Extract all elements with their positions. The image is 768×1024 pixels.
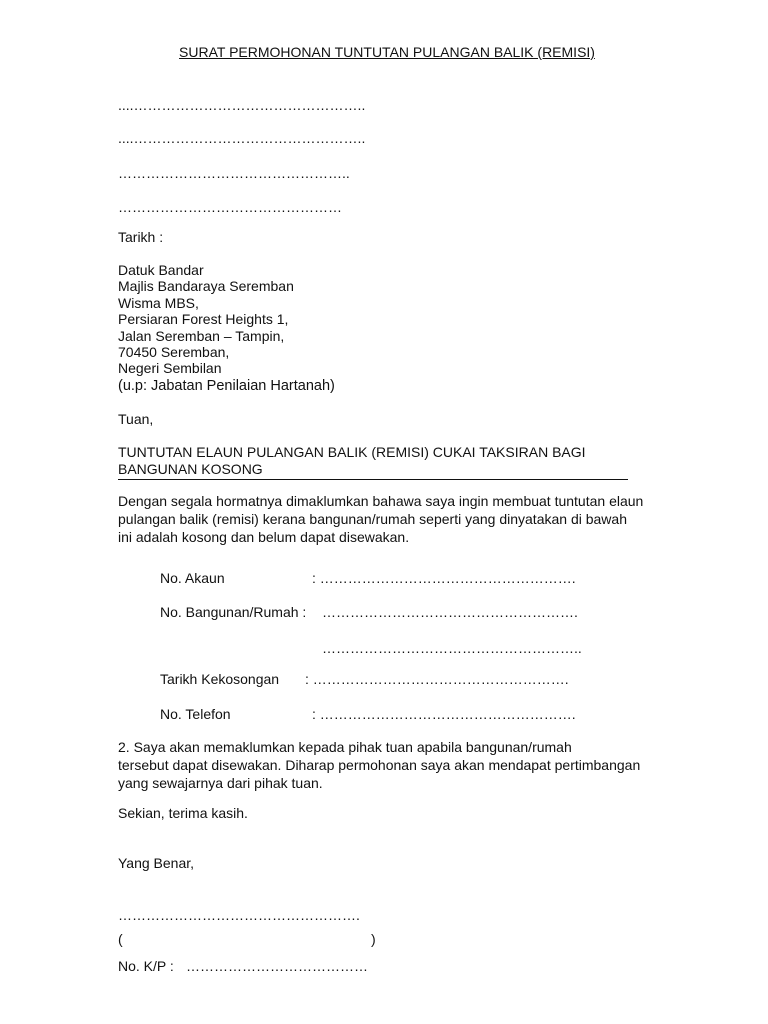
signature-line: ……………………………………………. bbox=[118, 907, 360, 923]
intro-line: ini adalah kosong dan belum dapat disewakan. bbox=[118, 529, 410, 545]
para2-line: tersebut dapat disewakan. Diharap permohonan saya akan mendapat pertimbangan bbox=[118, 757, 641, 773]
vacancy-date-value: : ………………………………………………. bbox=[305, 671, 569, 687]
para2-line: yang sewajarnya dari pihak tuan. bbox=[118, 775, 323, 791]
recipient-line: Negeri Sembilan bbox=[118, 360, 222, 377]
closing-text: Sekian, terima kasih. bbox=[118, 805, 248, 821]
sender-line-2: ....………………………………………….. bbox=[118, 130, 366, 146]
account-value: : ………………………………………………. bbox=[312, 570, 576, 586]
sender-line-4: ………………………………………… bbox=[118, 199, 342, 215]
building-value-continued: ……………………………………………….. bbox=[322, 640, 582, 656]
ic-value: ………………………………… bbox=[186, 958, 368, 974]
recipient-line-attention: (u.p: Jabatan Penilaian Hartanah) bbox=[118, 377, 335, 394]
subject-line-2: BANGUNAN KOSONG bbox=[118, 461, 263, 477]
paragraph-2 bbox=[118, 738, 653, 792]
recipient-address bbox=[118, 262, 335, 395]
ic-label: No. K/P : bbox=[118, 958, 174, 974]
subject-line-1: TUNTUTAN ELAUN PULANGAN BALIK (REMISI) CUKAI TAKSIRAN BAGI bbox=[118, 444, 586, 460]
letter-title: SURAT PERMOHONAN TUNTUTAN PULANGAN BALIK (REMISI) bbox=[179, 44, 595, 60]
recipient-line: Datuk Bandar bbox=[118, 262, 204, 278]
building-value: ………………………………………………. bbox=[322, 604, 578, 620]
building-label: No. Bangunan/Rumah : bbox=[160, 604, 307, 620]
intro-line: Dengan segala hormatnya dimaklumkan bahawa saya ingin membuat tuntutan elaun bbox=[118, 493, 644, 509]
phone-label: No. Telefon bbox=[160, 706, 231, 722]
para2-line: 2. Saya akan memaklumkan kepada pihak tuan apabila bangunan/rumah bbox=[118, 739, 572, 755]
sender-line-3: ………………………………………….. bbox=[118, 165, 350, 181]
intro-paragraph bbox=[118, 492, 653, 546]
account-label: No. Akaun bbox=[160, 570, 225, 586]
date-label: Tarikh : bbox=[118, 229, 164, 245]
sender-line-1: ....………………………………………….. bbox=[118, 97, 366, 113]
subject-heading bbox=[118, 444, 628, 480]
recipient-line: Majlis Bandaraya Seremban bbox=[118, 278, 294, 295]
recipient-line: Jalan Seremban – Tampin, bbox=[118, 327, 285, 344]
vacancy-date-label: Tarikh Kekosongan bbox=[160, 671, 280, 687]
signoff-text: Yang Benar, bbox=[118, 855, 195, 871]
phone-value: : ………………………………………………. bbox=[312, 706, 576, 722]
name-close-bracket: ) bbox=[371, 931, 376, 947]
salutation: Tuan, bbox=[118, 411, 154, 427]
recipient-line: 70450 Seremban, bbox=[118, 344, 230, 361]
name-open-bracket: ( bbox=[118, 931, 123, 947]
recipient-line: Persiaran Forest Heights 1, bbox=[118, 311, 289, 328]
intro-line: pulangan balik (remisi) kerana bangunan/rumah seperti yang dinyatakan di bawah bbox=[118, 511, 627, 527]
recipient-line: Wisma MBS, bbox=[118, 294, 199, 311]
